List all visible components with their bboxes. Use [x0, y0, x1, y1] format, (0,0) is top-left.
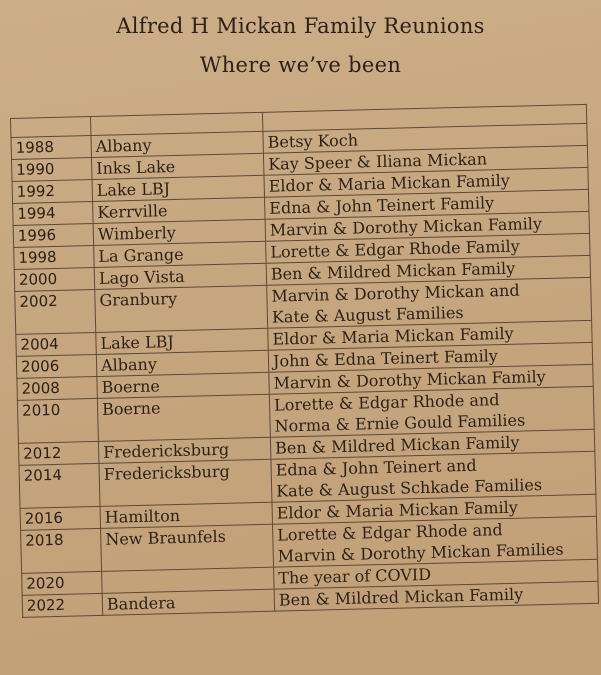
location-cell: Lago Vista: [94, 263, 266, 289]
host-line: The year of COVID: [278, 564, 432, 588]
year-cell: 2018: [21, 528, 102, 573]
host-line: Kate & August Families: [271, 302, 464, 327]
reunion-table-body: [11, 104, 599, 617]
location-cell: Fredericksburg: [99, 459, 272, 506]
host-line: Marvin & Dorothy Mickan Families: [277, 539, 564, 566]
year-cell: 2006: [16, 354, 97, 378]
year-cell: 2008: [17, 376, 98, 400]
year-cell: 2004: [16, 332, 97, 356]
location-cell: Kerrville: [93, 197, 265, 223]
host-line: Marvin & Dorothy Mickan Family: [273, 366, 546, 393]
location-cell: Hamilton: [100, 502, 272, 528]
year-cell: 1998: [14, 245, 95, 269]
location-cell: Lake LBJ: [96, 328, 268, 354]
host-line: Kay Speer & Iliana Mickan: [267, 149, 488, 174]
host-line: Betsy Koch: [267, 130, 359, 152]
host-line: Eldor & Maria Mickan Family: [272, 323, 514, 349]
year-cell: 2010: [17, 398, 98, 443]
year-cell: 1996: [13, 224, 94, 248]
year-cell: 1994: [13, 202, 94, 226]
year-cell: 2000: [14, 267, 95, 291]
host-line: John & Edna Teinert Family: [272, 346, 499, 371]
location-cell: Fredericksburg: [98, 437, 270, 463]
location-cell: Inks Lake: [91, 153, 263, 179]
location-cell: Albany: [91, 131, 263, 157]
location-cell: New Braunfels: [101, 524, 274, 571]
host-line: Edna & John Teinert and: [275, 455, 477, 480]
location-cell: Lake LBJ: [92, 175, 264, 201]
header-cell-year: [11, 117, 91, 138]
year-cell: 2016: [20, 506, 101, 530]
location-cell: Bandera: [102, 589, 274, 615]
location-cell: Albany: [96, 350, 268, 376]
location-cell: Boerne: [97, 372, 269, 398]
host-line: Kate & August Schkade Families: [275, 475, 543, 501]
location-cell: Wimberly: [93, 219, 265, 245]
host-line: Lorette & Edgar Rhode Family: [270, 236, 520, 262]
year-cell: 2022: [22, 593, 103, 617]
year-cell: 1992: [12, 180, 93, 204]
host-line: Eldor & Maria Mickan Family: [276, 497, 519, 523]
host-line: Ben & Mildred Mickan Family: [278, 584, 524, 610]
host-line: Lorette & Edgar Rhode and: [273, 390, 500, 415]
host-cell: [273, 516, 598, 567]
year-cell: 1988: [11, 136, 92, 160]
document-title: Alfred H Mickan Family Reunions: [116, 14, 485, 38]
reunion-table: [10, 104, 599, 618]
document-subtitle: Where we’ve been: [199, 53, 402, 77]
host-line: Edna & John Teinert Family: [269, 193, 495, 218]
host-line: Ben & Mildred Mickan Family: [274, 432, 520, 458]
location-cell: La Grange: [94, 241, 266, 267]
host-line: Marvin & Dorothy Mickan and: [271, 280, 520, 306]
reunion-table-container: [10, 104, 598, 618]
location-cell: Granbury: [95, 285, 268, 332]
host-line: Ben & Mildred Mickan Family: [270, 258, 516, 284]
year-cell: 2012: [18, 441, 99, 465]
year-cell: 2014: [19, 463, 100, 508]
host-line: Marvin & Dorothy Mickan Family: [269, 214, 543, 240]
year-cell: 2020: [22, 571, 103, 595]
year-cell: 1990: [12, 158, 93, 182]
year-cell: 2002: [15, 289, 96, 334]
host-line: Lorette & Edgar Rhode and: [277, 520, 503, 545]
host-line: Norma & Ernie Gould Families: [274, 410, 526, 436]
host-line: Eldor & Maria Mickan Family: [268, 170, 511, 196]
location-cell: Boerne: [97, 394, 270, 441]
